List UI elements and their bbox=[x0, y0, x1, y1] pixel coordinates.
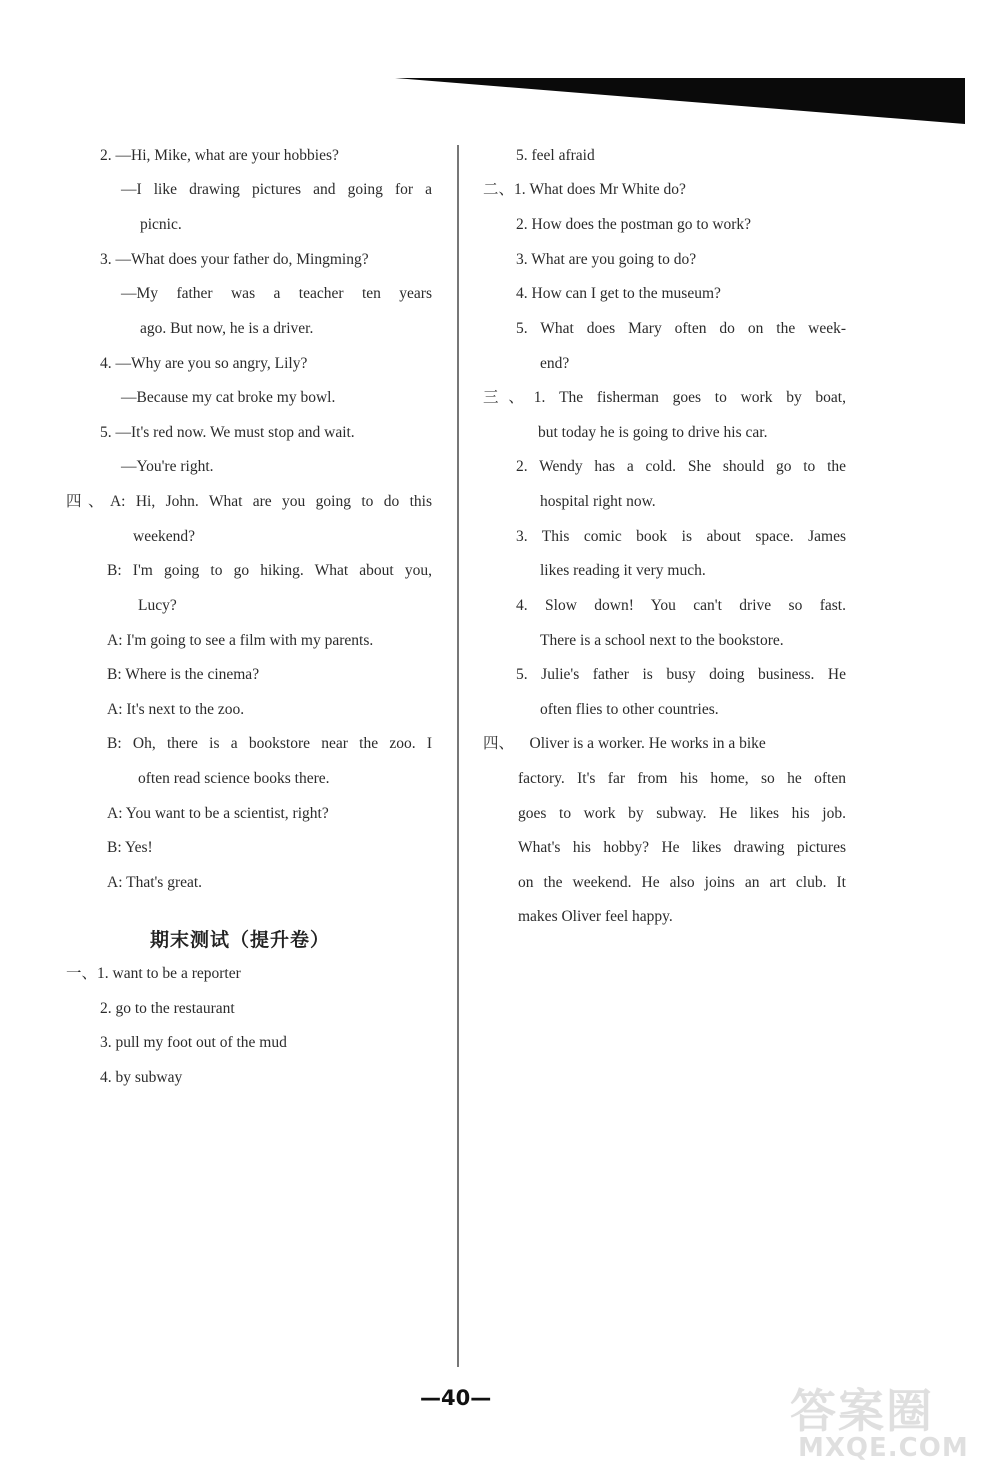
answer-line: hospital right now. bbox=[540, 493, 656, 510]
answer-line: makes Oliver feel happy. bbox=[518, 908, 673, 925]
answer-line: 一、1. want to be a reporter bbox=[66, 965, 241, 982]
answer-line: B: I'm going to go hiking. What about you, bbox=[107, 562, 432, 579]
answer-line: 二、1. What does Mr White do? bbox=[483, 181, 686, 198]
answer-line: 四、A: Hi, John. What are you going to do this bbox=[66, 493, 432, 510]
answer-line: 2. How does the postman go to work? bbox=[516, 216, 752, 233]
section-title: 期末测试（提升卷） bbox=[150, 929, 331, 951]
watermark-en-text: MXQE.COM bbox=[798, 1433, 969, 1463]
answer-line: weekend? bbox=[133, 528, 195, 545]
answer-line: —I like drawing pictures and going for a bbox=[121, 181, 432, 198]
answer-line: ago. But now, he is a driver. bbox=[140, 320, 314, 337]
watermark-logo bbox=[790, 1375, 970, 1467]
answer-line: end? bbox=[540, 355, 570, 372]
watermark-cn-text: 答案圈 bbox=[790, 1384, 934, 1438]
answer-line: 3. —What does your father do, Mingming? bbox=[100, 251, 369, 268]
answer-line: on the weekend. He also joins an art club. It bbox=[518, 874, 846, 891]
answer-line: often read science books there. bbox=[138, 770, 330, 787]
answer-line: Lucy? bbox=[138, 597, 177, 614]
answer-line: goes to work by subway. He likes his job. bbox=[518, 805, 846, 822]
answer-line: B: Yes! bbox=[107, 839, 153, 856]
answer-line: but today he is going to drive his car. bbox=[538, 424, 768, 441]
answer-line: 4. How can I get to the museum? bbox=[516, 285, 721, 302]
answer-line: 三、1. The fisherman goes to work by boat, bbox=[483, 389, 846, 406]
answer-line: —Because my cat broke my bowl. bbox=[121, 389, 336, 406]
answer-line: 4. by subway bbox=[100, 1069, 183, 1086]
answer-line: 5. What does Mary often do on the week- bbox=[516, 320, 846, 337]
answer-line: 5. —It's red now. We must stop and wait. bbox=[100, 424, 355, 441]
answer-line: —My father was a teacher ten years bbox=[121, 285, 432, 302]
answer-line: 2. —Hi, Mike, what are your hobbies? bbox=[100, 147, 339, 164]
answer-line: A: I'm going to see a film with my parents. bbox=[107, 632, 374, 649]
answer-line: 2. Wendy has a cold. She should go to the bbox=[516, 458, 846, 475]
answer-line: B: Oh, there is a bookstore near the zoo. I bbox=[107, 735, 432, 752]
answer-line: A: It's next to the zoo. bbox=[107, 701, 245, 718]
column-divider bbox=[457, 145, 459, 1367]
answer-line: likes reading it very much. bbox=[540, 562, 706, 579]
answer-line: 5. Julie's father is busy doing business. He bbox=[516, 666, 846, 683]
answer-line: 2. go to the restaurant bbox=[100, 1000, 235, 1017]
answer-line: B: Where is the cinema? bbox=[107, 666, 260, 683]
answer-line: —You're right. bbox=[121, 458, 214, 475]
answer-line: A: You want to be a scientist, right? bbox=[107, 805, 329, 822]
page-number: —40— bbox=[420, 1386, 492, 1410]
answer-line: 4. —Why are you so angry, Lily? bbox=[100, 355, 308, 372]
answer-line: 4. Slow down! You can't drive so fast. bbox=[516, 597, 846, 614]
answer-line: 3. What are you going to do? bbox=[516, 251, 697, 268]
answer-line: There is a school next to the bookstore. bbox=[540, 632, 784, 649]
header-wedge-decoration bbox=[0, 0, 1000, 140]
answer-line: 3. This comic book is about space. James bbox=[516, 528, 846, 545]
answer-line: A: That's great. bbox=[107, 874, 203, 891]
answer-line: 3. pull my foot out of the mud bbox=[100, 1034, 287, 1051]
answer-line: 四、 Oliver is a worker. He works in a bike bbox=[483, 735, 766, 752]
answer-line: What's his hobby? He likes drawing pictures bbox=[518, 839, 846, 856]
answer-line: 5. feel afraid bbox=[516, 147, 595, 164]
answer-line: often flies to other countries. bbox=[540, 701, 719, 718]
answer-line: factory. It's far from his home, so he often bbox=[518, 770, 846, 787]
answer-line: picnic. bbox=[140, 216, 182, 233]
